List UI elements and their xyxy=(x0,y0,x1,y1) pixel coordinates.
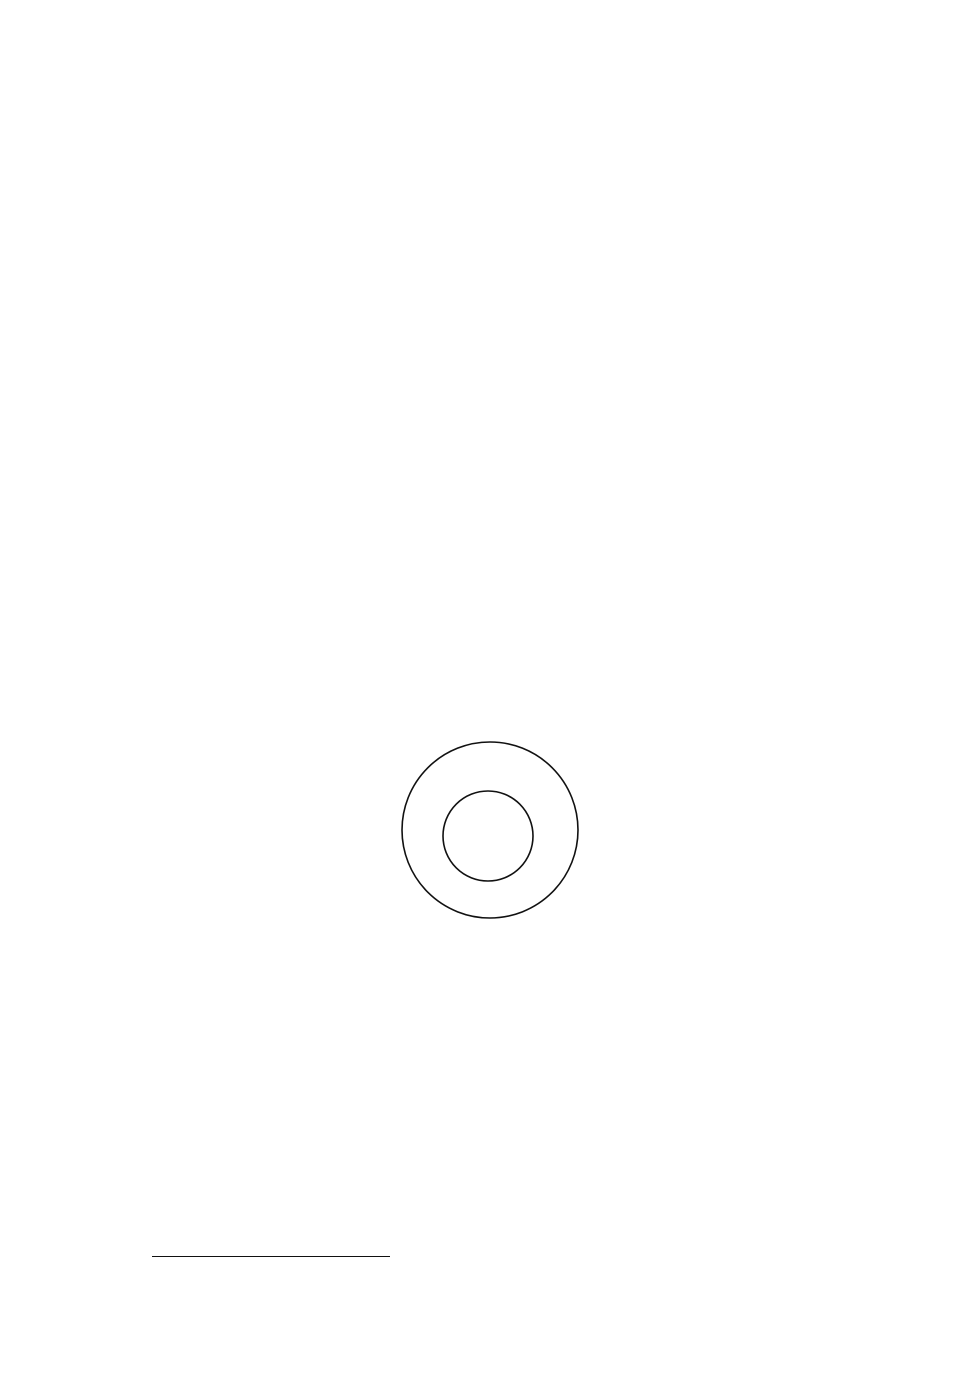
euler-diagram-svg xyxy=(400,741,580,921)
footnote-separator xyxy=(152,1256,390,1257)
set-a-circle xyxy=(443,791,533,881)
set-b-circle xyxy=(402,742,578,918)
euler-diagram xyxy=(400,741,580,921)
